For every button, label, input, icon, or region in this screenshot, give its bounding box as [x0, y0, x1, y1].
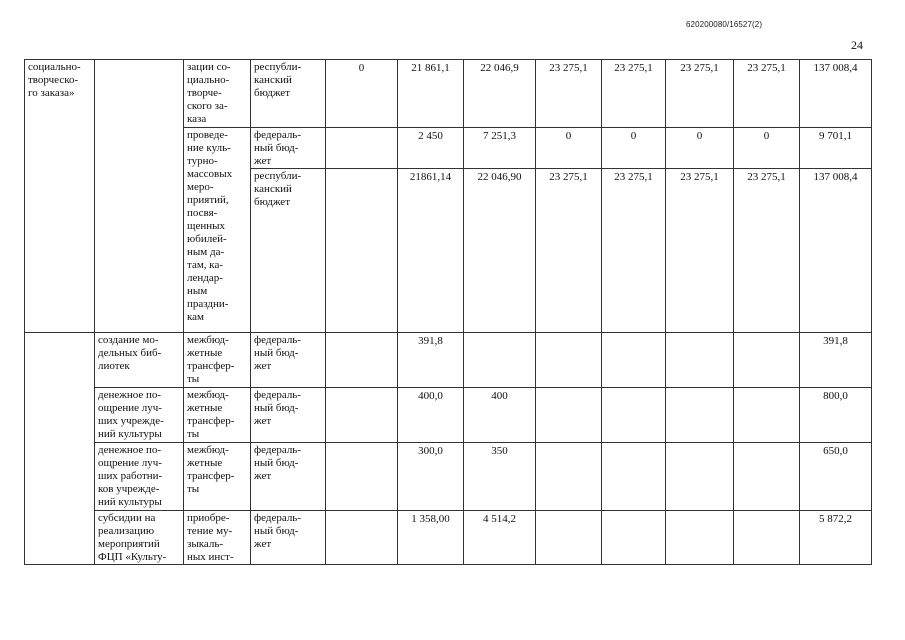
value-cell — [326, 333, 398, 388]
total-cell: 650,0 — [800, 443, 872, 511]
total-cell: 800,0 — [800, 388, 872, 443]
value-cell: 7 251,3 — [464, 128, 536, 169]
program-name-cell: социально- творческо- го заказа» — [25, 60, 95, 333]
budget-table — [24, 59, 872, 565]
value-cell: 23 275,1 — [734, 60, 800, 128]
table-row — [25, 60, 872, 128]
event-name-cell — [95, 60, 184, 333]
value-cell — [326, 511, 398, 565]
value-cell — [536, 443, 602, 511]
budget-source-cell: республи- канский бюджет — [251, 60, 326, 128]
value-cell — [602, 388, 666, 443]
value-cell: 1 358,00 — [398, 511, 464, 565]
value-cell: 350 — [464, 443, 536, 511]
value-cell: 4 514,2 — [464, 511, 536, 565]
table-row — [25, 388, 872, 443]
budget-source-cell: федераль- ный бюд- жет — [251, 333, 326, 388]
budget-source-cell: федераль- ный бюд- жет — [251, 128, 326, 169]
value-cell: 23 275,1 — [536, 169, 602, 333]
value-cell — [734, 333, 800, 388]
total-cell: 137 008,4 — [800, 60, 872, 128]
table-row — [25, 333, 872, 388]
value-cell: 2 450 — [398, 128, 464, 169]
value-cell: 22 046,90 — [464, 169, 536, 333]
value-cell — [326, 388, 398, 443]
document-code: 620200080/16527(2) — [686, 20, 763, 29]
value-cell: 23 275,1 — [602, 169, 666, 333]
event-name-cell: субсидии на реализацию мероприятий ФЦП «Культу- — [95, 511, 184, 565]
program-name-cell — [25, 333, 95, 565]
activity-cell: межбюд- жетные трансфер- ты — [184, 333, 251, 388]
value-cell — [326, 169, 398, 333]
value-cell: 0 — [666, 128, 734, 169]
table-row — [25, 511, 872, 565]
total-cell: 137 008,4 — [800, 169, 872, 333]
value-cell: 0 — [536, 128, 602, 169]
value-cell — [602, 333, 666, 388]
budget-source-cell: республи- канский бюджет — [251, 169, 326, 333]
activity-cell: межбюд- жетные трансфер- ты — [184, 443, 251, 511]
value-cell: 0 — [602, 128, 666, 169]
value-cell — [536, 333, 602, 388]
event-name-cell: денежное по- ощрение луч- ших работни- ков учрежде- ний культуры — [95, 443, 184, 511]
value-cell: 400 — [464, 388, 536, 443]
value-cell — [666, 333, 734, 388]
value-cell: 300,0 — [398, 443, 464, 511]
value-cell — [464, 333, 536, 388]
total-cell: 391,8 — [800, 333, 872, 388]
value-cell: 22 046,9 — [464, 60, 536, 128]
table-row — [25, 443, 872, 511]
value-cell: 0 — [326, 60, 398, 128]
value-cell: 23 275,1 — [602, 60, 666, 128]
event-name-cell: создание мо- дельных биб- лиотек — [95, 333, 184, 388]
value-cell: 0 — [734, 128, 800, 169]
value-cell — [602, 443, 666, 511]
value-cell — [536, 511, 602, 565]
activity-cell: проведе- ние куль- турно- массовых меро- приятий, посвя- щенных юбилей- ным да- там, ка- лендар- ным праздни- кам — [184, 128, 251, 333]
value-cell: 400,0 — [398, 388, 464, 443]
budget-source-cell: федераль- ный бюд- жет — [251, 511, 326, 565]
event-name-cell: денежное по- ощрение луч- ших учрежде- ний культуры — [95, 388, 184, 443]
value-cell — [734, 388, 800, 443]
page-number: 24 — [851, 38, 863, 52]
activity-cell: приобре- тение му- зыкаль- ных инст- — [184, 511, 251, 565]
total-cell: 5 872,2 — [800, 511, 872, 565]
value-cell — [326, 128, 398, 169]
value-cell — [666, 511, 734, 565]
value-cell — [734, 443, 800, 511]
value-cell: 21861,14 — [398, 169, 464, 333]
value-cell — [666, 388, 734, 443]
value-cell — [734, 511, 800, 565]
value-cell: 21 861,1 — [398, 60, 464, 128]
budget-source-cell: федераль- ный бюд- жет — [251, 443, 326, 511]
value-cell — [666, 443, 734, 511]
value-cell — [536, 388, 602, 443]
value-cell: 23 275,1 — [734, 169, 800, 333]
value-cell: 391,8 — [398, 333, 464, 388]
budget-source-cell: федераль- ный бюд- жет — [251, 388, 326, 443]
activity-cell: межбюд- жетные трансфер- ты — [184, 388, 251, 443]
value-cell: 23 275,1 — [666, 169, 734, 333]
value-cell: 23 275,1 — [536, 60, 602, 128]
value-cell — [602, 511, 666, 565]
value-cell: 23 275,1 — [666, 60, 734, 128]
value-cell — [326, 443, 398, 511]
activity-cell: зации со- циально- творче- ского за- каза — [184, 60, 251, 128]
total-cell: 9 701,1 — [800, 128, 872, 169]
